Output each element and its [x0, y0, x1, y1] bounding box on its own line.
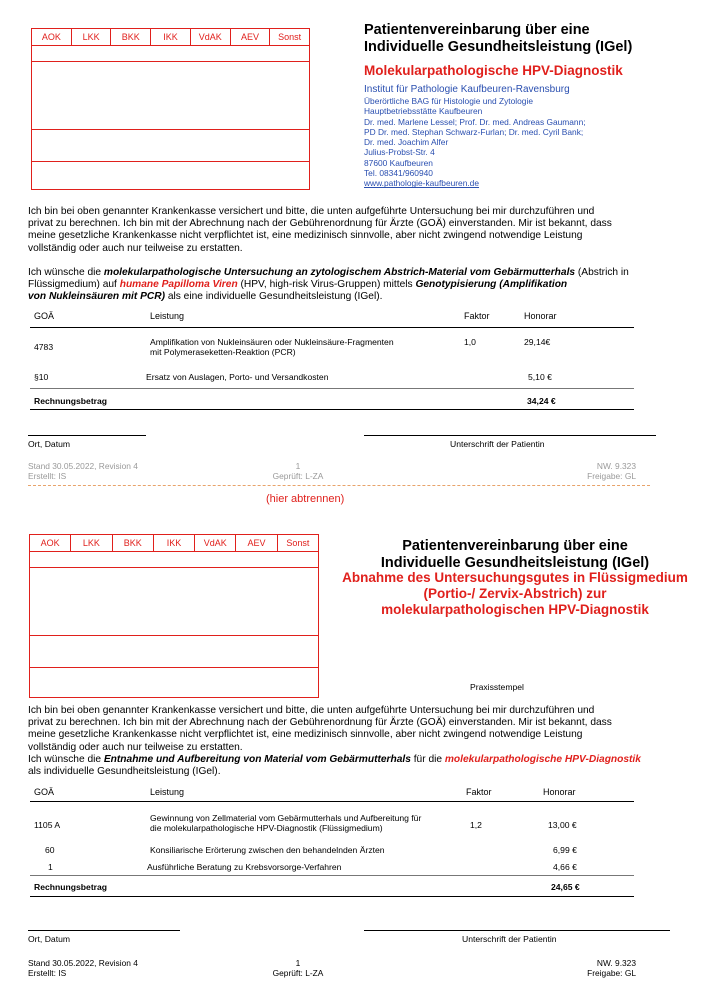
insurance-field-row[interactable]: [30, 552, 318, 568]
insurance-field-row[interactable]: [30, 636, 318, 668]
date-signature-line[interactable]: [28, 930, 180, 931]
insurance-ikk[interactable]: IKK: [151, 29, 191, 45]
insurance-header: [30, 535, 318, 552]
signature-label: Unterschrift der Patientin: [462, 934, 557, 944]
request-paragraph: Ich wünsche die molekularpathologische Untersuchung an zytologischem Abstrich-Material vom Gebärmutterhals (Abstrich in Flüssigmedium) auf humane Papilloma Viren (HPV, high-risk Virus-Gruppen) mittels Genotypisierung (Amplifikation von Nukleinsäuren mit PCR) als eine individuelle Gesundheitsleistung (IGel).: [28, 267, 629, 303]
insurance-bkk[interactable]: BKK: [111, 29, 151, 45]
insurance-aev[interactable]: AEV: [231, 29, 271, 45]
insurance-lkk[interactable]: LKK: [72, 29, 112, 45]
insurance-field-row[interactable]: [32, 130, 309, 162]
insurance-box-bottom: [29, 534, 319, 698]
total-label: Rechnungsbetrag: [34, 882, 108, 892]
col-header-honorar: Honorar: [524, 311, 557, 321]
cut-label: (hier abtrennen): [266, 493, 345, 505]
insurance-vdak[interactable]: VdAK: [195, 535, 236, 551]
page-title: Patientenvereinbarung über eine Individuelle Gesundheitsleistung (IGel): [364, 22, 633, 55]
insurance-bkk[interactable]: BKK: [113, 535, 154, 551]
institute-name: Institut für Pathologie Kaufbeuren-Ravensburg: [364, 84, 570, 95]
insurance-lkk[interactable]: LKK: [71, 535, 112, 551]
total-value: 24,65 €: [551, 882, 580, 892]
col-header-leistung: Leistung: [150, 787, 185, 797]
insurance-box-top: [31, 28, 310, 190]
ort-datum-label: Ort, Datum: [28, 934, 71, 944]
col-header-honorar: Honorar: [543, 787, 576, 797]
insurance-sonst[interactable]: Sonst: [278, 32, 302, 42]
insurance-aev[interactable]: AEV: [236, 535, 277, 551]
insurance-field-row[interactable]: [30, 668, 318, 698]
signature-label: Unterschrift der Patientin: [450, 439, 545, 449]
footer-center: 1 Geprüft: L-ZA: [272, 958, 324, 978]
institute-block: Institut für Pathologie Kaufbeuren-Ravensburg Überörtliche BAG für Histologie und Zytologie Hauptbetriebsstätte Kaufbeuren Dr. med. Marlene Lessel; Prof. Dr. med. Andreas Gaumann; PD Dr. med. Stephan Schwarz-Furlan; Dr. med. Cyril Bank; Dr. med. Joachim Alfer Julius-Probst-Str. 4 87600 Kaufbeuren Tel. 08341/960940 www.pathologie-kaufbeuren.de: [364, 84, 684, 189]
insurance-field-row[interactable]: [32, 162, 309, 190]
insurance-sonst[interactable]: Sonst: [286, 538, 310, 548]
divider: [30, 801, 634, 802]
page-subtitle: Molekularpathologische HPV-Diagnostik: [364, 63, 623, 78]
insurance-aok[interactable]: AOK: [32, 29, 72, 45]
col-header-leistung: Leistung: [150, 311, 185, 321]
website-link[interactable]: www.pathologie-kaufbeuren.de: [364, 178, 480, 189]
insurance-header: [32, 29, 309, 46]
insurance-ikk[interactable]: IKK: [154, 535, 195, 551]
footer-left: Stand 30.05.2022, Revision 4 Erstellt: IS: [28, 958, 138, 978]
consent-paragraph-bottom: Ich bin bei oben genannter Krankenkasse versichert und bitte, die unten aufgeführte Untersuchung bei mir durchzuführen und privat zu berechnen. Ich bin mit der Abrechnung nach der Gebührenordnung für Ärzte (GOÄ) einverstanden. Mir ist bekannt, dass meine gesetzliche Krankenkasse nicht verpflichtet ist, eine medizinisch sinnvolle, aber nicht zwingend notwendige Leistung vollständig oder auch nur teilweise zu erstatten. Ich wünsche die Entnahme und Aufbereitung von Material vom Gebärmutterhals für die molekularpathologische HPV-Diagnostik als individuelle Gesundheitsleistung (IGel).: [28, 705, 641, 778]
total-value: 34,24 €: [527, 396, 556, 406]
footer-right: NW. 9.323 Freigabe: GL: [587, 461, 636, 481]
page-subtitle-bottom: Abnahme des Untersuchungsgutes in Flüssigmedium (Portio-/ Zervix-Abstrich) zur molekularpathologischen HPV-Diagnostik: [342, 570, 688, 617]
insurance-field-row[interactable]: [32, 46, 309, 62]
footer-right: NW. 9.323 Freigabe: GL: [587, 958, 636, 978]
cut-line: [28, 485, 650, 486]
ort-datum-label: Ort, Datum: [28, 439, 71, 449]
praxisstempel-label: Praxisstempel: [470, 682, 524, 692]
divider: [30, 388, 634, 389]
insurance-field-row[interactable]: [32, 62, 309, 130]
divider: [30, 875, 634, 876]
footer-center: 1 Geprüft: L-ZA: [272, 461, 324, 481]
patient-signature-line[interactable]: [364, 435, 656, 436]
col-header-goa: GOÄ: [34, 311, 55, 321]
patient-signature-line[interactable]: [364, 930, 670, 931]
col-header-faktor: Faktor: [466, 787, 492, 797]
divider: [30, 896, 634, 897]
consent-paragraph: Ich bin bei oben genannter Krankenkasse versichert und bitte, die unten aufgeführte Untersuchung bei mir durchzuführen und privat zu berechnen. Ich bin mit der Abrechnung nach der Gebührenordnung für Ärzte (GOÄ) einverstanden. Mir ist bekannt, dass meine gesetzliche Krankenkasse nicht verpflichtet ist, eine medizinisch sinnvolle, aber nicht zwingend notwendige Leistung vollständig oder auch nur teilweise zu erstatten.: [28, 206, 612, 254]
divider: [30, 409, 634, 410]
total-label: Rechnungsbetrag: [34, 396, 108, 406]
divider: [30, 327, 634, 328]
date-signature-line[interactable]: [28, 435, 146, 436]
insurance-vdak[interactable]: VdAK: [191, 29, 231, 45]
col-header-goa: GOÄ: [34, 787, 55, 797]
insurance-aok[interactable]: AOK: [30, 535, 71, 551]
page-title-bottom: Patientenvereinbarung über eine Individuelle Gesundheitsleistung (IGel): [380, 538, 650, 571]
insurance-field-row[interactable]: [30, 568, 318, 636]
footer-left: Stand 30.05.2022, Revision 4 Erstellt: IS: [28, 461, 138, 481]
col-header-faktor: Faktor: [464, 311, 490, 321]
